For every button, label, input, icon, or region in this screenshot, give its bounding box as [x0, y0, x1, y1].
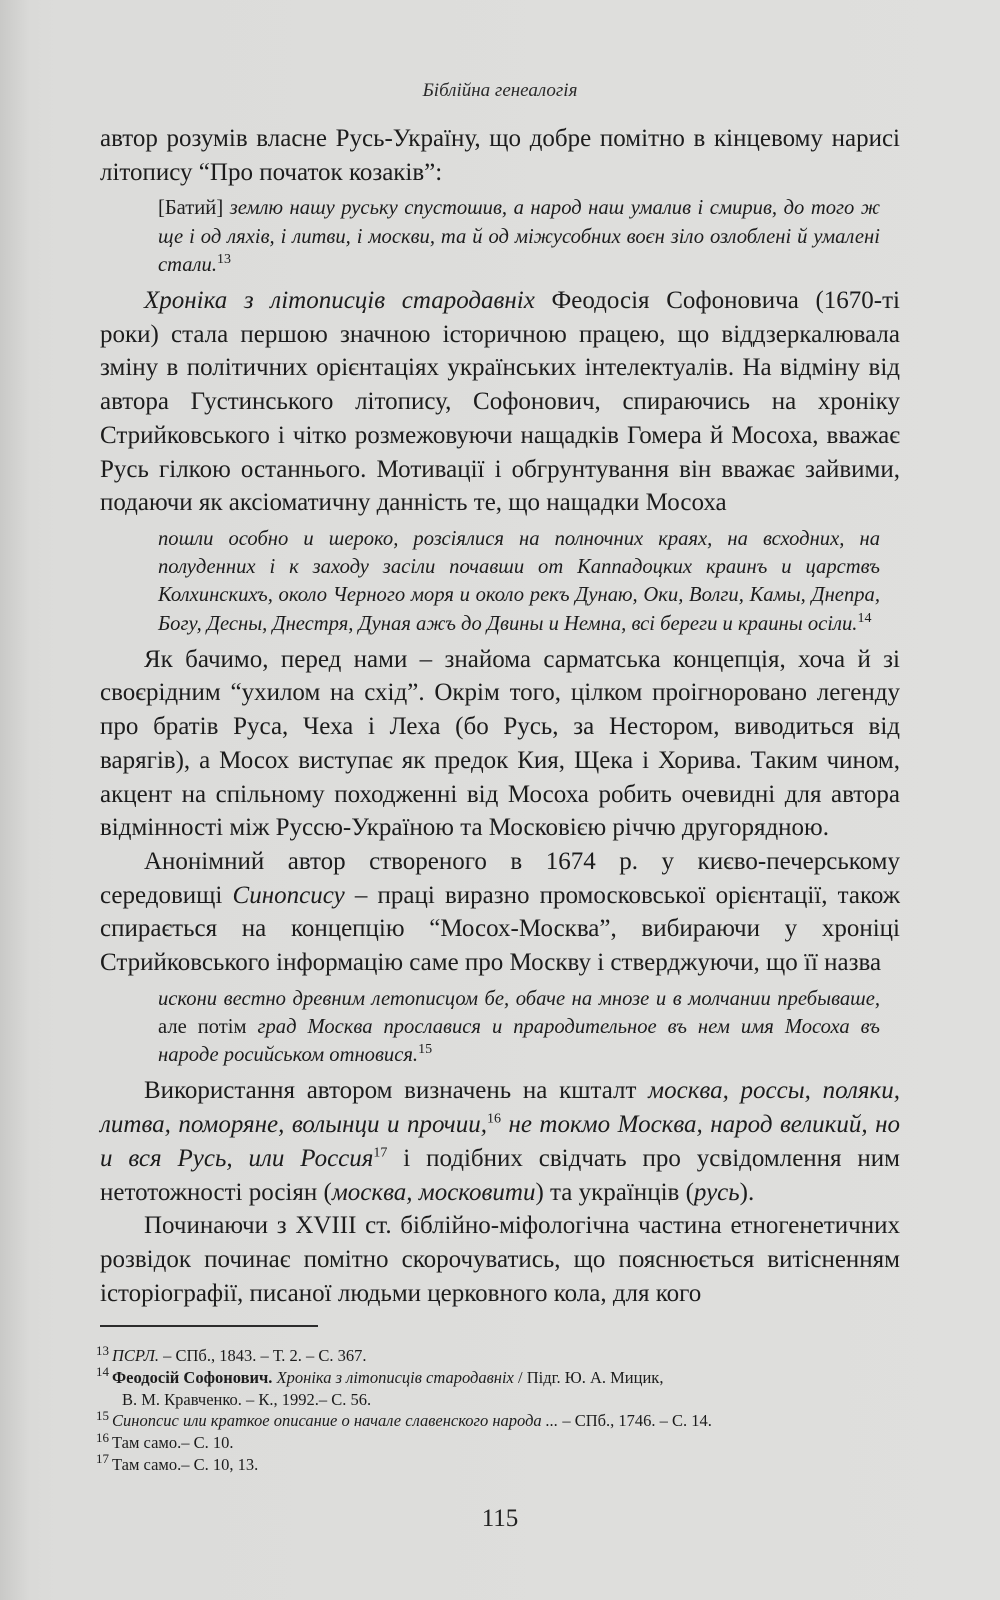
footnote-16	[96, 1429, 896, 1454]
footnote-author: Феодосій Софонович.	[112, 1367, 273, 1387]
main-text	[100, 122, 900, 1310]
footnote-ref-15: 15	[418, 1042, 433, 1058]
paragraph-2-text: Феодосія Софоновича (1670-ті роки) стала першою значною історичною працею, що віддзеркалювала зміну в політичних орієнтаціях українських інтелектуалів. На відміну від автора Густинського літопису, Софонович, спираючись на хроніку Стрийковського і чітко розмежовуючи нащадків Гомера й Мосоха, вважає Русь гілкою останнього. Мотивації і обгрунтування він вважає зайвими, подаючи як аксіоматичну данність те, що нащадки Мосоха	[100, 287, 901, 517]
paragraph-5-f: ) та українців (	[535, 1178, 694, 1206]
footnotes	[96, 1342, 896, 1476]
quote-2-text: пошли особно и шероко, розсіялися на полночних краях, на всходних, на полуденних і к заходу засіли почавши от Каппадоцких краинъ и царствъ Колхинскихъ, около Черного моря и около рекъ Дунаю, Оки, Волги, Камы, Днепра, Богу, Десны, Днестря, Дуная ажъ до Двины и Немна, всі береги и краины осіли.	[158, 527, 880, 635]
paragraph-3: Як бачимо, перед нами – знайома сарматська концепція, хоча й зі своєрідним “ухилом на схід”. Окрім того, цілком проігноровано легенду про братів Руса, Чеха і Леха (бо Русь, за Нестором, виводиться від варягів), а Мосох виступає як предок Кия, Щека і Хорива. Таким чином, акцент на спільному походженні від Мосоха робить очевидні для автора відмінності між Руссю-Україною та Московією річчю другорядною.	[100, 645, 900, 842]
paragraph-5-h: ).	[739, 1178, 755, 1206]
footnote-text: Там само.– С. 10.	[112, 1433, 234, 1453]
footnote-text: – СПб., 1843. – Т. 2. – С. 367.	[159, 1346, 367, 1365]
footnote-number: 14	[96, 1364, 109, 1380]
paragraph-4-title: Синопсису	[232, 881, 345, 909]
quote-1	[158, 194, 880, 279]
footnote-number: 13	[96, 1342, 109, 1358]
footnote-title: ПСРЛ.	[112, 1346, 160, 1365]
quote-1-bracket: [Батий]	[158, 197, 224, 220]
footnote-ref-16: 16	[486, 1111, 501, 1127]
paragraph-2-title: Хроніка з літописців стародавніх	[144, 287, 535, 315]
footnote-ref-13: 13	[217, 251, 231, 267]
footnote-number: 16	[96, 1429, 109, 1445]
paragraph-5-g: русь	[693, 1178, 740, 1206]
quote-3-part-b: але потім	[158, 1015, 258, 1038]
footnote-15	[96, 1407, 896, 1432]
footnote-title: Хроніка з літописців стародавніх	[272, 1367, 514, 1387]
footnote-14	[96, 1364, 896, 1411]
footnote-ref-17: 17	[373, 1145, 388, 1161]
footnote-number: 15	[96, 1407, 109, 1423]
footnote-divider	[100, 1325, 318, 1327]
running-head: Біблійна генеалогія	[422, 80, 578, 101]
paragraph-5-b: москва, россы, поляки, литва, поморяне, волынци и прочии,	[100, 1077, 900, 1139]
paragraph-5-d: і подібних свідчать про усвідомлення ним нетотожності росіян (	[100, 1144, 900, 1206]
paragraph-4-before: Анонімний автор створеного в 1674 р. у києво-печерському середовищі	[100, 847, 900, 909]
quote-3-part-a: искони вестно древним летописцом бе, обаче на мнозе и в молчании пребываше,	[158, 987, 880, 1010]
footnote-13	[96, 1342, 896, 1367]
paragraph-6: Починаючи з XVIII ст. біблійно-міфологічна частина етногенетичних розвідок починає помітно скорочуватись, що пояснюється витісненням історіографії, писаної людьми церковного кола, для кого	[100, 1212, 900, 1307]
quote-1-text: землю нашу руську спустошив, а народ наш умалив і смирив, до того ж ще і од ляхів, і литви, і москви, та й од міжусобних воєн зіло озлоблені й умалені стали.	[158, 197, 880, 276]
paragraph-5-a: Використання автором визначень на кшталт	[144, 1077, 649, 1105]
footnote-continuation: В. М. Кравченко. – К., 1992.– С. 56.	[122, 1389, 372, 1409]
paragraph-5	[100, 1074, 900, 1209]
quote-2	[158, 525, 880, 638]
paragraph-1: автор розумів власне Русь-Україну, що добре помітно в кінцевому нарисі літопису “Про початок козаків”:	[100, 125, 900, 186]
paragraph-4	[100, 845, 900, 980]
footnote-title: Синопсис или краткое описание о начале славенского народа ...	[112, 1411, 559, 1431]
footnote-text: Там само.– С. 10, 13.	[112, 1454, 259, 1474]
footnote-number: 17	[96, 1451, 109, 1467]
footnote-text: / Підг. Ю. А. Мицик,	[513, 1367, 664, 1387]
page-number: 115	[481, 1505, 519, 1532]
quote-3-part-c: град Москва прославися и прародительное въ нем имя Мосоха въ народе росийськом отновися.	[158, 1015, 880, 1067]
paragraph-5-e: москва, московити	[331, 1178, 536, 1206]
footnote-ref-14: 14	[857, 610, 872, 626]
paragraph-5-c: не токмо Москва, народ великий, но и вся Русь, или Россия	[100, 1111, 901, 1172]
paragraph-4-after: – праці виразно промосковської орієнтації, також спирається на концепцію “Мосох-Москва”, вибираючи у хроніці Стрийковського інформацію саме про Москву і стверджуючи, що її назва	[100, 881, 900, 977]
footnote-17	[96, 1451, 896, 1476]
quote-3	[158, 985, 880, 1070]
footnote-text: – СПб., 1746. – С. 14.	[558, 1411, 712, 1431]
paragraph-2	[100, 284, 900, 520]
